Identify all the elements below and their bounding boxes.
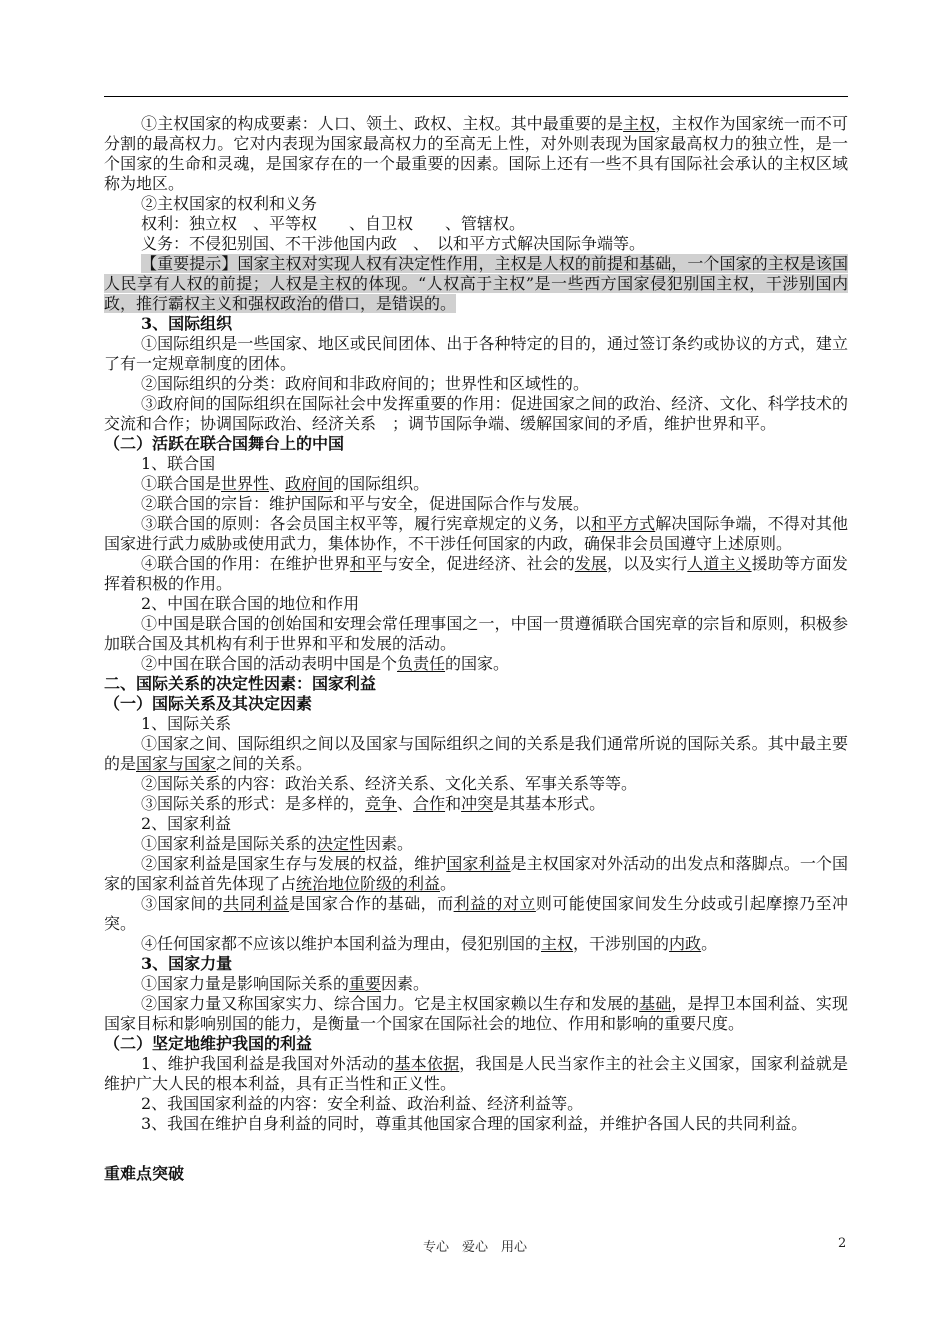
underlined-term: 决定性 [317,834,366,853]
important-tip-text: 【重要提示】国家主权对实现人权有决定性作用，主权是人权的前提和基础，一个国家的主权是该国人民享有人权的前提；人权是主权的体现。“人权高于主权”是一些西方国家侵犯别国主权，干涉别国内政，推行霸权主义和强权政治的借口，是错误的。 [104,254,848,313]
text-segment: ③联合国的原则：各会员国主权平等，履行宪章规定的义务，以 [141,514,591,533]
underlined-term: 政府间 [285,474,334,493]
underlined-term: 重要 [349,974,382,993]
paragraph-common-interest [104,894,848,934]
underlined-term: 冲突 [461,794,494,813]
underlined-term: 主权 [541,934,574,953]
paragraph-interest-decisive [104,834,848,854]
underlined-term: 国家与国家 [136,754,217,773]
paragraph-rights: 权利：独立权 、平等权 、自卫权 、管辖权。 [141,214,526,233]
underlined-term: 和平 [349,554,383,573]
paragraph-power-important [104,974,848,994]
underlined-term: 利益的对立 [453,894,536,913]
text-segment: 与安全，促进经济、社会的 [382,554,575,573]
paragraph-no-infringement [104,934,848,954]
text-segment: 、 [397,794,414,813]
text-segment: 和 [445,794,462,813]
paragraph-respect-others: 3、我国在维护自身利益的同时，尊重其他国家合理的国家利益，并维护各国人民的共同利益。 [141,1114,808,1133]
subheading-intl-relations: 1、国际关系 [141,714,232,733]
key-difficulty-heading: 重难点突破 [104,1164,185,1183]
text-segment: ①国家利益是国际关系的 [141,834,318,853]
text-segment: ③国际关系的形式：是多样的， [141,794,366,813]
subheading-un: 1、联合国 [141,454,216,473]
paragraph-china-founder: ①中国是联合国的创始国和安理会常任理事国之一，中国一贯遵循联合国宪章的宗旨和原则，积极参加联合国及其机构有利于世界和平和发展的活动。 [104,614,848,653]
paragraph-un-principles [104,514,848,554]
paragraph-china-responsible [104,654,848,674]
text-segment: ②国家力量又称国家实力、综合国力。它是主权国家赖以生存和发展的 [141,994,640,1013]
text-segment: ①国家之间、国际组织之间以及国家与国际组织之间的关系是我们通常所说的国际关系。其中最主要的是 [104,734,848,773]
text-segment: 之间的关系。 [216,754,313,773]
paragraph-un-role [104,554,848,594]
underlined-term: 和平方式 [590,514,656,533]
underlined-term: 合作 [413,794,446,813]
underlined-term: 统治地位阶级的利益 [296,874,441,893]
footer-motto: 专心 爱心 用心 [422,1240,527,1255]
section-heading-defend-interest: （二）坚定地维护我国的利益 [104,1034,313,1053]
text-segment: 援助等方面发挥着积极的作用。 [104,554,848,593]
text-segment: ②中国在联合国的活动表明中国是个 [141,654,398,673]
text-segment: 是国家合作的基础，而 [289,894,454,913]
text-segment: ③国家间的 [141,894,224,913]
text-segment: 。 [701,934,718,953]
text-segment: 因素。 [381,974,430,993]
underlined-term: 内政 [669,934,702,953]
paragraph-intl-relations-forms [104,794,848,814]
text-segment: ④任何国家都不应该以维护本国利益为理由，侵犯别国的 [141,934,542,953]
text-segment: 。 [440,874,457,893]
underlined-term: 负责任 [397,654,446,673]
section-heading-national-interest: 二、国际关系的决定性因素：国家利益 [104,674,377,693]
text-segment: ，干涉别国的 [573,934,670,953]
paragraph-intl-relations-content: ②国际关系的内容：政治关系、经济关系、文化关系、军事关系等等。 [141,774,638,793]
text-segment: ，我国是人民当家作主的社会主义国家，国家利益就是维护广大人民的根本利益，具有正当性和正义性。 [104,1054,848,1093]
text-segment: 因素。 [365,834,414,853]
text-segment: 是其基本形式。 [493,794,606,813]
text-segment: ①主权国家的构成要素：人口、领土、政权、主权。其中最重要的是 [141,114,624,133]
text-segment: 、 [269,474,286,493]
text-segment: ，主权作为国家统一而不可分割的最高权力。它对内表现为国家最高权力的至高无上性，对外则表现为国家最高权力的独立性，是一个国家的生命和灵魂，是国家存在的一个最重要的因素。国际上还有一些不具有国际社会承认的主权区域称为地区。 [104,114,848,193]
section-heading-intl-org: 3、国际组织 [141,314,233,333]
document-body [104,114,848,1184]
text-segment: 是主权国家对外活动的出发点和落脚点。一个国家的国家利益首先体现了占 [104,854,848,893]
paragraph-sovereignty-elements [104,114,848,194]
text-segment: ，是捍卫本国利益、实现国家目标和影响别国的能力，是衡量一个国家在国际社会的地位、作用和影响的重要尺度。 [104,994,848,1033]
paragraph-interest-content: 2、我国国家利益的内容：安全利益、政治利益、经济利益等。 [141,1094,584,1113]
page-number: 2 [838,1236,847,1251]
paragraph-un-purpose: ②联合国的宗旨：维护国际和平与安全，促进国际合作与发展。 [141,494,590,513]
paragraph-intl-relations-definition [104,734,848,774]
underlined-term: 发展 [574,554,607,573]
paragraph-intl-org-definition: ①国际组织是一些国家、地区或民间团体、出于各种特定的目的，通过签订条约或协议的方式，建立了有一定规章制度的团体。 [104,334,848,373]
subheading-national-power: 3、国家力量 [141,954,233,973]
text-segment: ①联合国是 [141,474,222,493]
text-segment: ②国家利益是国家生存与发展的权益，维护 [141,854,447,873]
text-segment: 解决国际争端，不得对其他国家进行武力威胁或使用武力，集体协作，不干涉任何国家的内政，确保非会员国遵守上述原则。 [104,514,848,553]
paragraph-duties: 义务：不侵犯别国、不干涉他国内政 、 以和平方式解决国际争端等。 [141,234,646,253]
text-segment: 的国家。 [445,654,510,673]
paragraph-intl-org-types: ②国际组织的分类：政府间和非政府间的；世界性和区域性的。 [141,374,590,393]
underlined-term: 世界性 [221,474,270,493]
important-tip [104,254,848,314]
text-segment: ，以及实行 [606,554,688,573]
paragraph-basic-basis [104,1054,848,1094]
paragraph-un-nature [104,474,848,494]
subheading-china-in-un: 2、中国在联合国的地位和作用 [141,594,360,613]
underlined-term: 主权 [623,114,656,133]
underlined-term: 共同利益 [223,894,290,913]
text-segment: 则可能使国家间发生分歧或引起摩擦乃至冲突。 [104,894,848,933]
underlined-term: 基本依据 [394,1054,460,1073]
underlined-term: 人道主义 [687,554,752,573]
underlined-term: 基础 [639,994,672,1013]
text-segment: 的国际组织。 [333,474,430,493]
paragraph-rights-duties-heading: ②主权国家的权利和义务 [141,194,318,213]
paragraph-power-definition [104,994,848,1034]
underlined-term: 国家利益 [446,854,511,873]
text-segment: ①国家力量是影响国际关系的 [141,974,350,993]
paragraph-interest-definition [104,854,848,894]
text-segment: 1、维护我国利益是我国对外活动的 [141,1054,395,1073]
section-heading-china-un: （二）活跃在联合国舞台上的中国 [104,434,345,453]
subheading-national-interest: 2、国家利益 [141,814,232,833]
header-rule [104,96,848,97]
text-segment: ④联合国的作用：在维护世界 [141,554,350,573]
section-heading-intl-relations: （一）国际关系及其决定因素 [104,694,313,713]
paragraph-intl-org-role: ③政府间的国际组织在国际社会中发挥重要的作用：促进国家之间的政治、经济、文化、科学技术的交流和合作；协调国际政治、经济关系 ；调节国际争端、缓解国家间的矛盾，维护世界和平。 [104,394,848,433]
underlined-term: 竞争 [365,794,398,813]
